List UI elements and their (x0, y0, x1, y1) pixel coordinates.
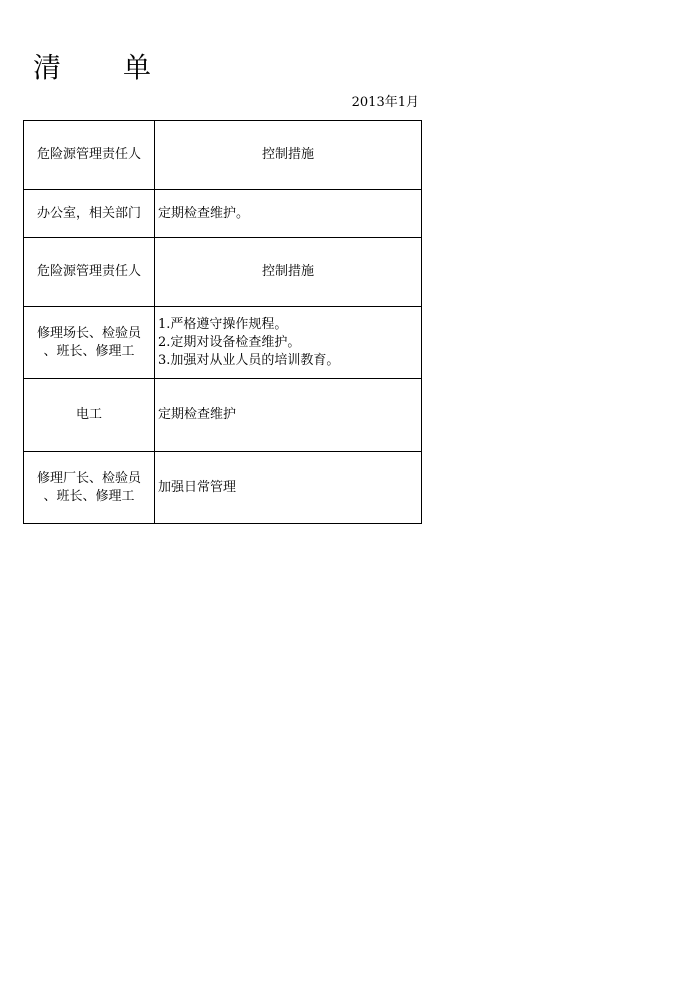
cell-text: 办公室，相关部门 (36, 205, 141, 221)
responsible-header-cell (24, 238, 155, 307)
cell-text: 危险源管理责任人 (36, 264, 141, 279)
table-row (24, 452, 422, 524)
control-measures-table (23, 120, 422, 524)
cell-text: 控制措施 (261, 147, 314, 162)
cell-text: 加强日常管理 (158, 479, 237, 495)
responsible-cell (24, 190, 155, 238)
cell-text: 2.定期对设备检查维护。 (158, 334, 301, 350)
table-row (24, 307, 422, 379)
title-char-1: 清 (33, 51, 62, 84)
table-row (24, 121, 422, 190)
table-row (24, 190, 422, 238)
measures-cell (155, 190, 422, 238)
measures-cell (155, 379, 422, 452)
measures-header-cell (155, 238, 422, 307)
responsible-header-cell (24, 121, 155, 190)
measures-header-cell (155, 121, 422, 190)
cell-text: 危险源管理责任人 (36, 147, 141, 162)
table-row (24, 379, 422, 452)
cell-text: 修理厂长、检验员 (36, 470, 141, 486)
title-char-2: 单 (123, 51, 152, 84)
cell-text: 修理场长、检验员 (36, 325, 141, 341)
responsible-cell (24, 452, 155, 524)
measures-cell (155, 307, 422, 379)
responsible-cell (24, 379, 155, 452)
cell-text: 3.加强对从业人员的培训教育。 (158, 352, 340, 368)
cell-text: 电工 (75, 407, 102, 422)
measures-cell (155, 452, 422, 524)
cell-text: 控制措施 (261, 264, 314, 279)
document-date: 2013年1月 (351, 95, 419, 110)
cell-text: 定期检查维护。 (158, 205, 250, 221)
responsible-cell (24, 307, 155, 379)
page-title (33, 50, 151, 86)
cell-text: 、班长、修理工 (43, 488, 135, 504)
table-row (24, 238, 422, 307)
cell-text: 定期检查维护 (158, 407, 237, 422)
cell-text: 、班长、修理工 (43, 343, 135, 359)
cell-text: 1.严格遵守操作规程。 (158, 316, 288, 332)
